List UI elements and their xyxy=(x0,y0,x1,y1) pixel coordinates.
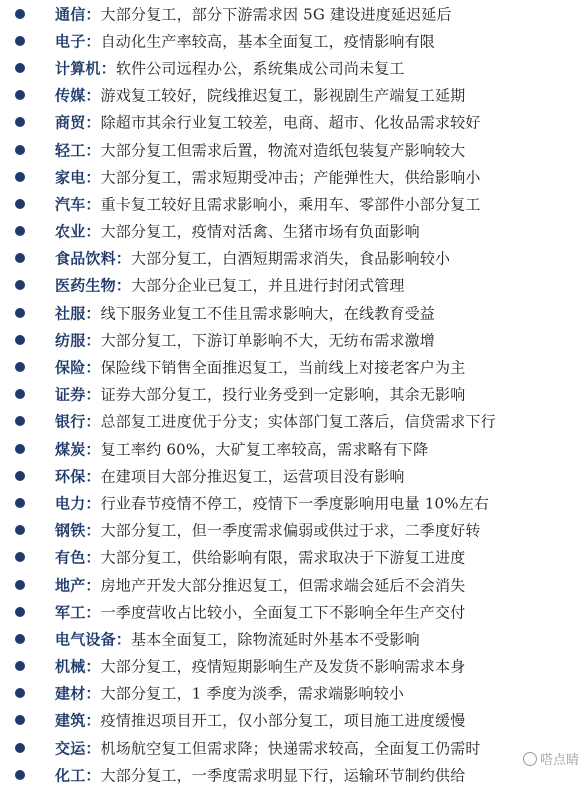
industry-description: 游戏复工较好，院线推迟复工，影视剧生产端复工延期 xyxy=(100,86,466,105)
list-item-text xyxy=(55,30,435,51)
bullet-icon xyxy=(15,63,25,73)
bullet-icon xyxy=(15,552,25,562)
list-item xyxy=(0,27,585,54)
industry-label: 钢铁： xyxy=(55,521,101,540)
industry-description: 大部分复工，疫情对活禽、生猪市场有负面影响 xyxy=(100,222,420,241)
industry-label: 社服： xyxy=(55,304,101,323)
list-item-text xyxy=(55,520,481,541)
list-item xyxy=(0,462,585,489)
industry-description: 基本全面复工，除物流延时外基本不受影响 xyxy=(131,630,420,649)
list-item xyxy=(0,734,585,761)
list-item xyxy=(0,54,585,81)
industry-label: 传媒： xyxy=(55,86,101,105)
bullet-icon xyxy=(15,444,25,454)
list-item-text xyxy=(55,710,465,731)
list-item-text xyxy=(55,3,452,24)
bullet-icon xyxy=(15,715,25,725)
industry-description: 机场航空复工但需求降；快递需求较高，全面复工仍需时 xyxy=(100,739,481,758)
list-item-text xyxy=(55,628,420,649)
industry-label: 通信： xyxy=(55,5,101,24)
list-item-text xyxy=(55,411,496,432)
list-item xyxy=(0,571,585,598)
bullet-icon xyxy=(15,335,25,345)
list-item-text xyxy=(55,601,465,622)
industry-description: 线下服务业复工不佳且需求影响大，在线教育受益 xyxy=(100,304,436,323)
industry-description: 自动化生产率较高，基本全面复工，疫情影响有限 xyxy=(100,32,436,51)
bullet-icon xyxy=(15,226,25,236)
industry-label: 化工： xyxy=(55,766,101,785)
list-item-text xyxy=(55,737,481,758)
list-item-text xyxy=(55,465,405,486)
industry-label: 电气设备： xyxy=(55,630,132,649)
bullet-icon xyxy=(15,688,25,698)
list-item xyxy=(0,707,585,734)
list-item-text xyxy=(55,764,465,785)
list-item xyxy=(0,381,585,408)
industry-label: 农业： xyxy=(55,222,101,241)
watermark-text: 嗒点睛 xyxy=(539,753,579,768)
list-item-text xyxy=(55,357,465,378)
bullet-icon xyxy=(15,9,25,19)
bullet-icon xyxy=(15,145,25,155)
list-item xyxy=(0,136,585,163)
list-item-text xyxy=(55,166,481,187)
industry-label: 计算机： xyxy=(55,59,116,78)
list-item xyxy=(0,82,585,109)
bullet-icon xyxy=(15,36,25,46)
list-item xyxy=(0,435,585,462)
bullet-icon xyxy=(15,634,25,644)
industry-description: 大部分复工，1 季度为淡季，需求端影响较小 xyxy=(100,684,405,703)
industry-description: 疫情推迟项目开工，仅小部分复工，项目施工进度缓慢 xyxy=(100,711,466,730)
list-item xyxy=(0,0,585,27)
industry-label: 军工： xyxy=(55,603,101,622)
industry-label: 煤炭： xyxy=(55,440,101,459)
list-item xyxy=(0,190,585,217)
industry-description: 大部分复工但需求后置，物流对造纸包装复产影响较大 xyxy=(100,141,466,160)
list-item xyxy=(0,109,585,136)
industry-description: 大部分复工，供给影响有限，需求取决于下游复工进度 xyxy=(100,548,466,567)
industry-label: 建筑： xyxy=(55,711,101,730)
list-item-text xyxy=(55,139,465,160)
industry-label: 电力： xyxy=(55,494,101,513)
list-item xyxy=(0,761,585,788)
list-item-text xyxy=(55,574,465,595)
list-item-text xyxy=(55,438,428,459)
industry-description: 软件公司远程办公，系统集成公司尚未复工 xyxy=(115,59,405,78)
industry-label: 地产： xyxy=(55,576,101,595)
bullet-icon xyxy=(15,308,25,318)
list-item-text xyxy=(55,112,481,133)
bullet-icon xyxy=(15,471,25,481)
industry-description: 大部分复工，一季度需求明显下行，运输环节制约供给 xyxy=(100,766,466,785)
list-item xyxy=(0,625,585,652)
list-item-text xyxy=(55,248,450,269)
industry-description: 大部分复工，但一季度需求偏弱或供过于求，二季度好转 xyxy=(100,521,481,540)
industry-label: 轻工： xyxy=(55,141,101,160)
list-item-text xyxy=(55,85,465,106)
industry-description: 大部分企业已复工，并且进行封闭式管理 xyxy=(131,276,405,295)
list-item xyxy=(0,163,585,190)
list-item-text xyxy=(55,547,465,568)
bullet-icon xyxy=(15,362,25,372)
industry-label: 银行： xyxy=(55,412,101,431)
list-item xyxy=(0,299,585,326)
list-item xyxy=(0,544,585,571)
bullet-icon xyxy=(15,743,25,753)
industry-description: 大部分复工，需求短期受冲击；产能弹性大，供给影响小 xyxy=(100,168,481,187)
industry-label: 交运： xyxy=(55,739,101,758)
bullet-icon xyxy=(15,90,25,100)
list-item-text xyxy=(55,384,465,405)
industry-description: 大部分复工，疫情短期影响生产及发货不影响需求本身 xyxy=(100,657,466,676)
industry-description: 保险线下销售全面推迟复工，当前线上对接老客户为主 xyxy=(100,358,466,377)
industry-label: 机械： xyxy=(55,657,101,676)
bullet-icon xyxy=(15,389,25,399)
list-item xyxy=(0,218,585,245)
industry-label: 家电： xyxy=(55,168,101,187)
industry-description: 除超市其余行业复工较差，电商、超市、化妆品需求较好 xyxy=(100,113,481,132)
watermark-icon xyxy=(523,752,537,766)
list-item xyxy=(0,272,585,299)
list-item-text xyxy=(55,492,489,513)
bullet-icon xyxy=(15,580,25,590)
list-item xyxy=(0,245,585,272)
industry-description: 大部分复工，部分下游需求因 5G 建设进度延迟延后 xyxy=(100,5,452,24)
industry-description: 大部分复工，白酒短期需求消失，食品影响较小 xyxy=(131,249,451,268)
bullet-icon xyxy=(15,117,25,127)
industry-description: 证券大部分复工，投行业务受到一定影响，其余无影响 xyxy=(100,385,466,404)
list-item xyxy=(0,653,585,680)
watermark xyxy=(523,749,579,768)
industry-description: 在建项目大部分推迟复工，运营项目没有影响 xyxy=(100,467,405,486)
industry-label: 商贸： xyxy=(55,113,101,132)
list-item xyxy=(0,408,585,435)
bullet-icon xyxy=(15,172,25,182)
industry-label: 医药生物： xyxy=(55,276,132,295)
industry-label: 环保： xyxy=(55,467,101,486)
list-item xyxy=(0,598,585,625)
list-item xyxy=(0,489,585,516)
list-item xyxy=(0,353,585,380)
bullet-icon xyxy=(15,770,25,780)
bullet-icon xyxy=(15,199,25,209)
list-item-text xyxy=(55,275,405,296)
industry-description: 一季度营收占比较小，全面复工下不影响全年生产交付 xyxy=(100,603,466,622)
industry-description: 大部分复工，下游订单影响不大，无纺布需求激增 xyxy=(100,331,436,350)
list-item-text xyxy=(55,302,435,323)
list-item-text xyxy=(55,656,465,677)
list-item-text xyxy=(55,683,404,704)
bullet-icon xyxy=(15,525,25,535)
industry-label: 建材： xyxy=(55,684,101,703)
industry-label: 电子： xyxy=(55,32,101,51)
bullet-icon xyxy=(15,498,25,508)
industry-description: 房地产开发大部分推迟复工，但需求端会延后不会消失 xyxy=(100,576,466,595)
list-item xyxy=(0,517,585,544)
list-item xyxy=(0,326,585,353)
list-item xyxy=(0,680,585,707)
list-item-text xyxy=(55,221,420,242)
bullet-icon xyxy=(15,253,25,263)
industry-description: 总部复工进度优于分支；实体部门复工落后，信贷需求下行 xyxy=(100,412,496,431)
industry-label: 有色： xyxy=(55,548,101,567)
industry-description: 复工率约 60%，大矿复工率较高，需求略有下降 xyxy=(100,440,429,459)
list-item-text xyxy=(55,57,405,78)
list-item-text xyxy=(55,329,435,350)
industry-label: 保险： xyxy=(55,358,101,377)
industry-description: 行业春节疫情不停工，疫情下一季度影响用电量 10%左右 xyxy=(100,494,490,513)
industry-label: 食品饮料： xyxy=(55,249,132,268)
industry-label: 证券： xyxy=(55,385,101,404)
bullet-icon xyxy=(15,607,25,617)
bullet-icon xyxy=(15,416,25,426)
bullet-icon xyxy=(15,280,25,290)
industry-description: 重卡复工较好且需求影响小，乘用车、零部件小部分复工 xyxy=(100,195,481,214)
industry-label: 汽车： xyxy=(55,195,101,214)
industry-label: 纺服： xyxy=(55,331,101,350)
list-item-text xyxy=(55,193,481,214)
bullet-icon xyxy=(15,661,25,671)
